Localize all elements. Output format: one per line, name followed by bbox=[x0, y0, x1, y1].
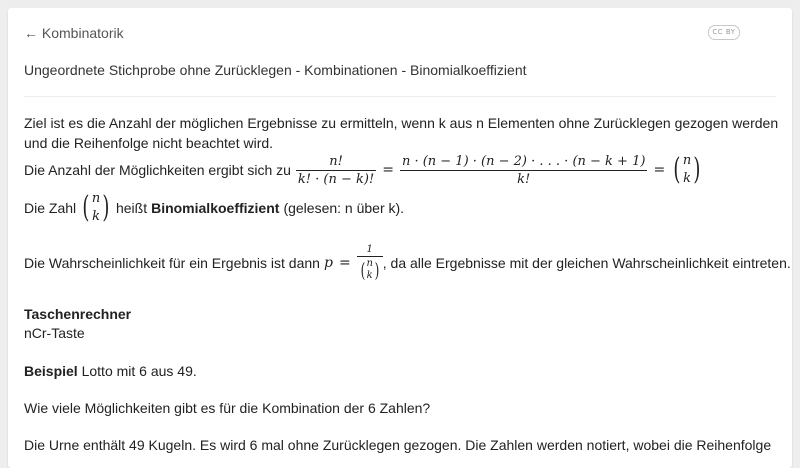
probability-line bbox=[24, 240, 791, 286]
fraction-1-numerator: n! bbox=[296, 154, 376, 171]
binom-top: n bbox=[366, 258, 373, 269]
example-text: Lotto mit 6 aus 49. bbox=[81, 363, 197, 379]
calculator-heading: Taschenrechner bbox=[24, 306, 132, 322]
binom-bottom: k bbox=[683, 171, 692, 186]
probability-variable: p bbox=[323, 255, 333, 271]
binom-term: Binomialkoeffizient bbox=[151, 200, 280, 216]
binom-mid: heißt bbox=[115, 200, 148, 216]
binom-prefix: Die Zahl bbox=[24, 200, 77, 216]
equals-sign: = bbox=[653, 162, 666, 178]
possibilities-formula-line bbox=[24, 150, 703, 190]
binom-suffix: (gelesen: n über k). bbox=[283, 200, 405, 216]
page-subtitle: Ungeordnete Stichprobe ohne Zurücklegen - Kombinationen - Binomialkoeffizient bbox=[24, 62, 527, 78]
intro-text-line1: Ziel ist es die Anzahl der möglichen Ergebnisse zu ermitteln, wenn k aus n Elementen ohne Zurücklegen gezogen werden bbox=[24, 115, 779, 131]
fraction-2-numerator: n · (n − 1) · (n − 2) · . . . · (n − k + 1) bbox=[401, 153, 646, 169]
binomial-coefficient: ( n k ) bbox=[360, 258, 380, 282]
example-line bbox=[24, 363, 197, 379]
equals-sign: = bbox=[338, 255, 351, 271]
example-label: Beispiel bbox=[24, 363, 78, 379]
urn-description: Die Urne enthält 49 Kugeln. Es wird 6 mal ohne Zurücklegen gezogen. Die Zahlen werden notiert, wobei die Reihenfolge bbox=[24, 437, 772, 453]
binomial-definition-line bbox=[24, 188, 404, 228]
example-question: Wie viele Möglichkeiten gibt es für die Kombination der 6 Zahlen? bbox=[24, 400, 431, 416]
binom-bottom: k bbox=[366, 270, 373, 281]
equals-sign: = bbox=[382, 162, 394, 178]
probability-fraction bbox=[357, 244, 383, 282]
binom-bottom: k bbox=[92, 209, 100, 224]
binom-top: n bbox=[682, 153, 692, 168]
fraction-1-denominator: k! · (n − k)! bbox=[297, 171, 375, 187]
possibilities-prefix: Die Anzahl der Möglichkeiten ergibt sich zu bbox=[24, 162, 291, 178]
formula-fraction-1 bbox=[296, 154, 376, 187]
back-link-kombinatorik[interactable]: ← Kombinatorik bbox=[24, 25, 124, 41]
cc-by-license-icon: CC BY bbox=[708, 25, 740, 40]
content-card bbox=[8, 8, 792, 468]
binomial-coefficient: ( n k ) bbox=[673, 152, 701, 187]
probability-suffix: , da alle Ergebnisse mit der gleichen Wahrscheinlichkeit eintreten. bbox=[382, 255, 791, 271]
probability-numerator: 1 bbox=[357, 244, 383, 257]
calculator-key: nCr-Taste bbox=[24, 325, 85, 341]
binomial-coefficient: ( n k ) bbox=[82, 190, 110, 225]
formula-fraction-2 bbox=[400, 154, 648, 187]
binom-top: n bbox=[91, 191, 101, 206]
intro-text-line2: und die Reihenfolge nicht beachtet wird. bbox=[24, 135, 274, 151]
probability-prefix: Die Wahrscheinlichkeit für ein Ergebnis ist dann bbox=[24, 255, 320, 271]
divider bbox=[24, 96, 776, 97]
fraction-2-denominator: k! bbox=[517, 171, 531, 187]
probability-denominator bbox=[357, 257, 383, 282]
